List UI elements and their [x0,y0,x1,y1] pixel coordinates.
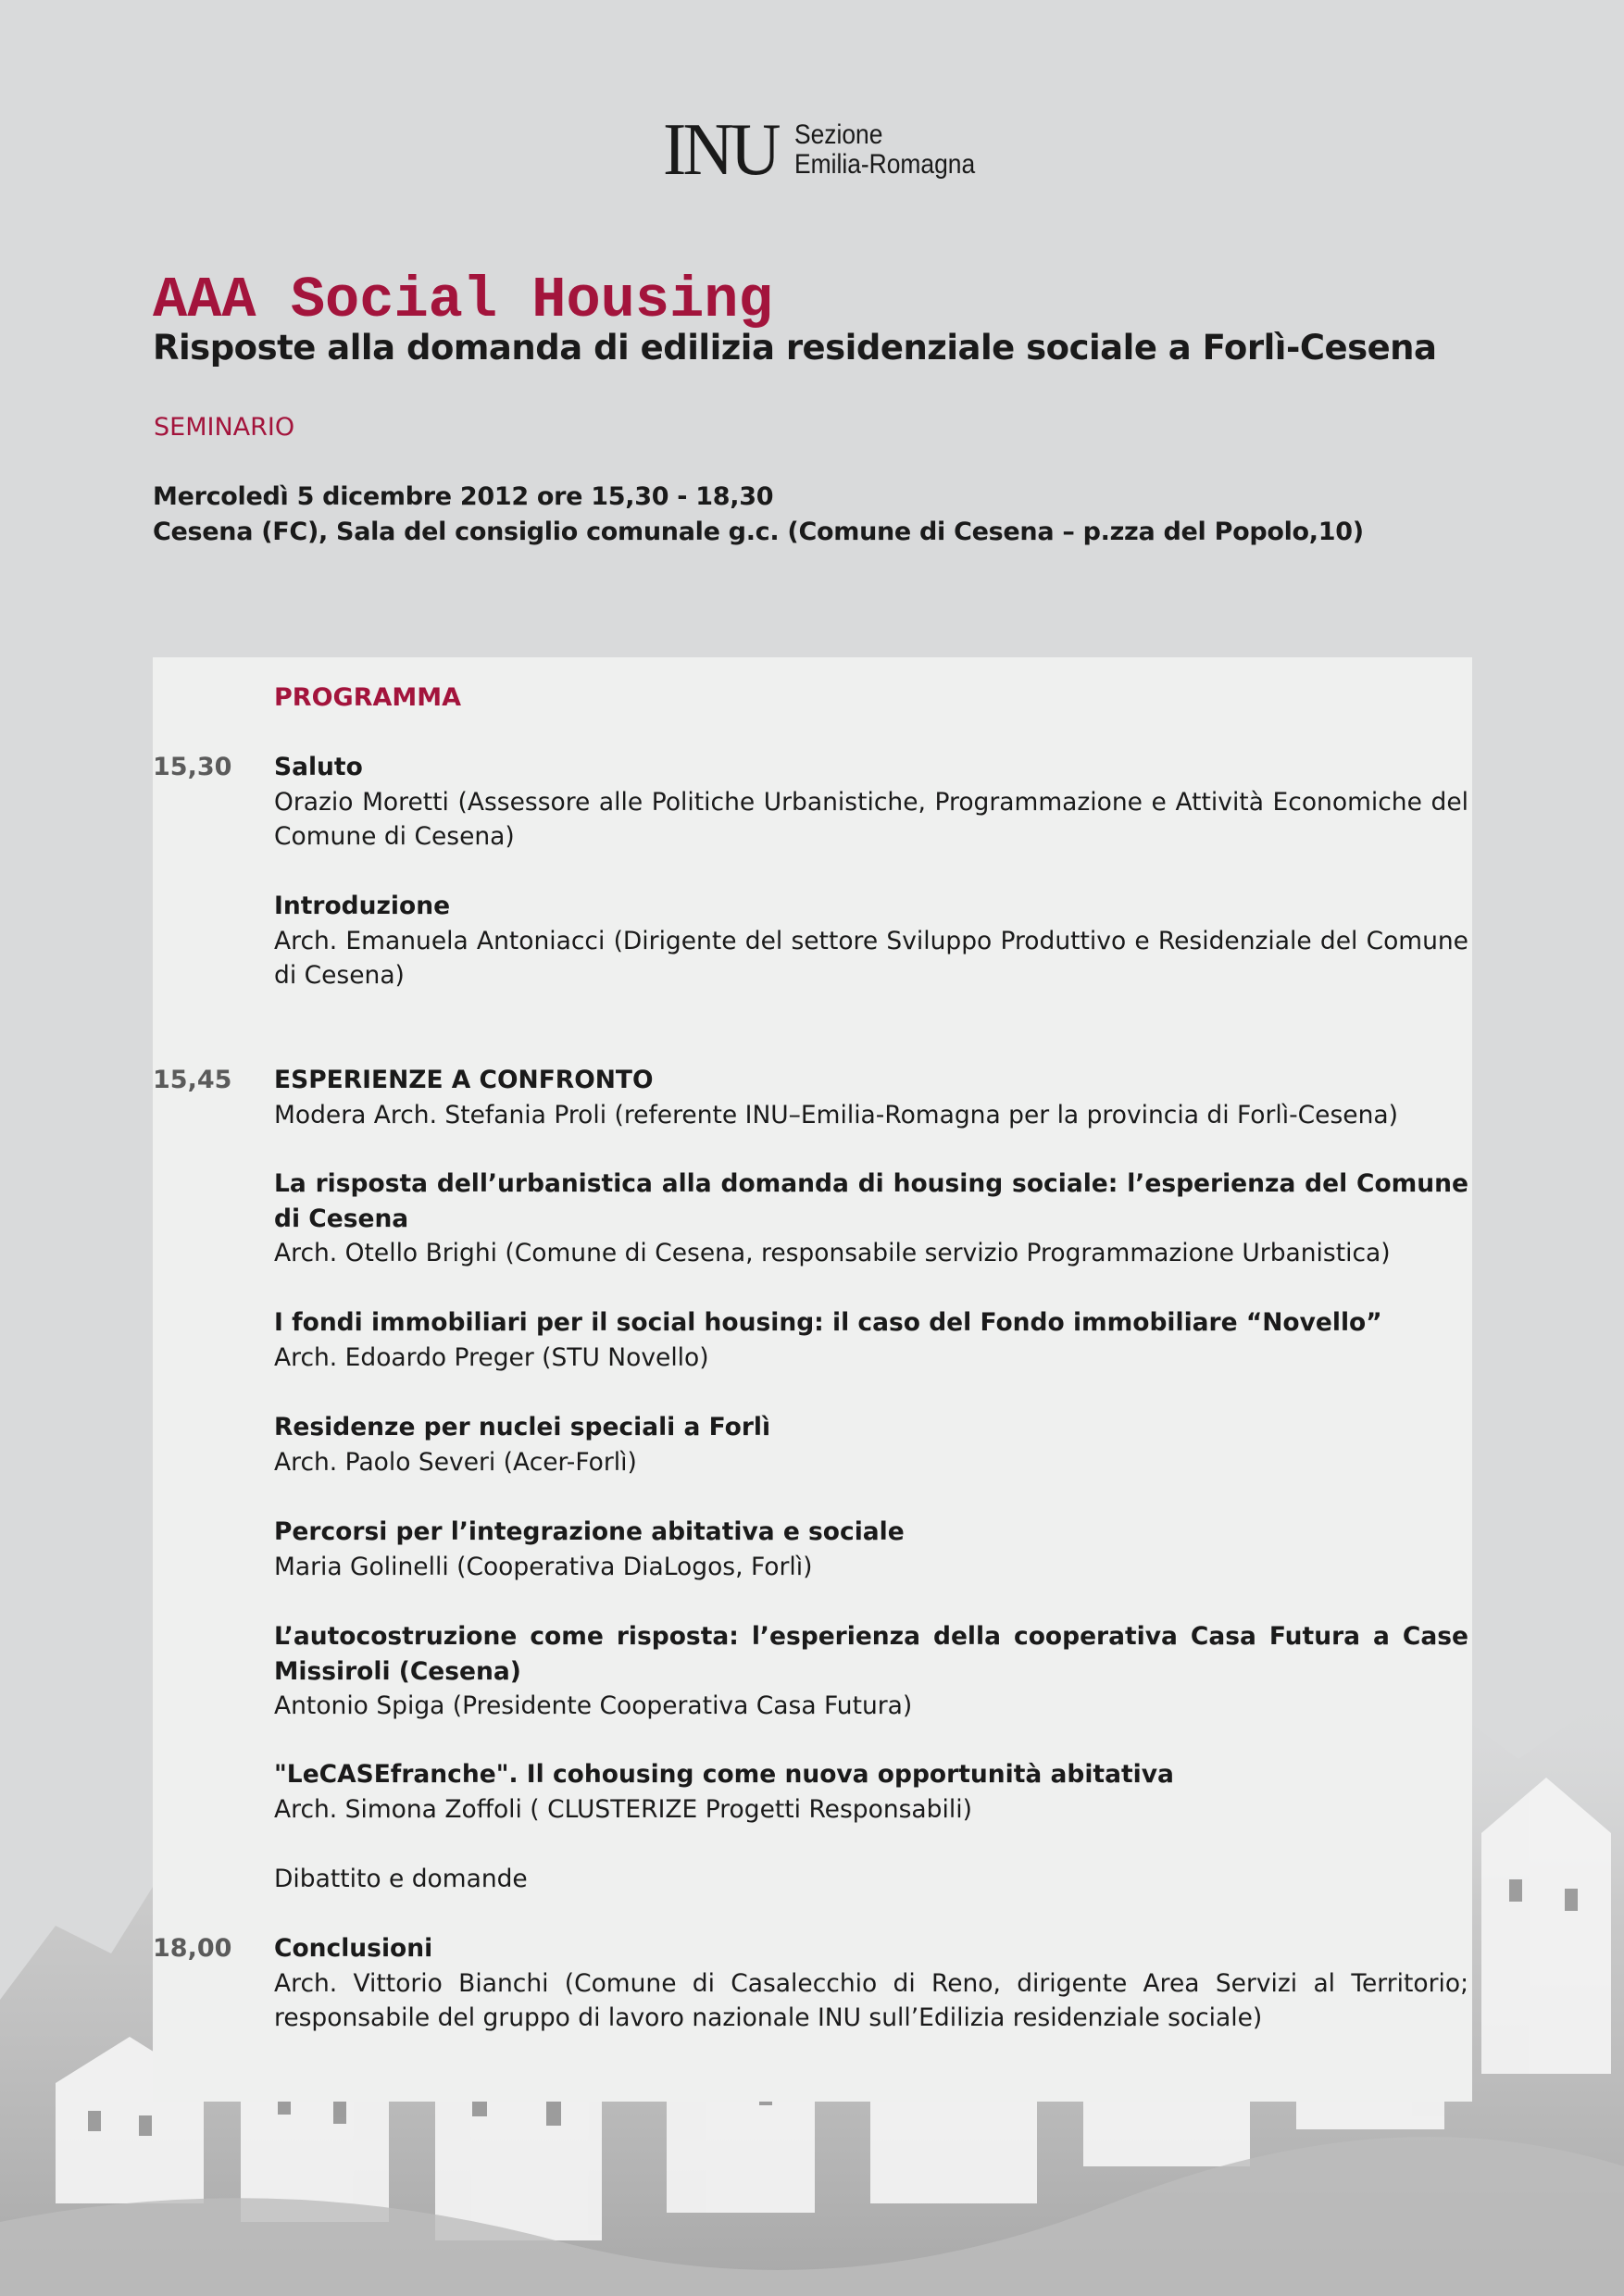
event-info [153,480,1364,550]
program-block-esperienze [274,1063,1468,1132]
event-venue: Cesena (FC), Sala del consiglio comunale g.c. (Comune di Cesena – p.zza del Popolo,10) [153,518,1364,546]
item-title: La risposta dell’urbanistica alla domanda di housing sociale: l’esperienza del Comune di Cesena [274,1169,1468,1233]
item-title: I fondi immobiliari per il social housing: il caso del Fondo immobiliare “Novello” [274,1308,1382,1337]
item-title: "LeCASEfranche". Il cohousing come nuova opportunità abitativa [274,1760,1174,1789]
item-speaker: Modera Arch. Stefania Proli (referente INU–Emilia-Romagna per la provincia di Forlì-Cesena) [274,1100,1398,1129]
program-block-talk-1 [274,1167,1468,1271]
item-speaker: Arch. Paolo Severi (Acer-Forlì) [274,1447,637,1477]
time-label: 15,45 [153,1066,232,1094]
item-speaker: Arch. Otello Brighi (Comune di Cesena, responsabile servizio Programmazione Urbanistica) [274,1239,1391,1267]
item-title: L’autocostruzione come risposta: l’esperienza della cooperativa Casa Futura a Case Missiroli (Cesena) [274,1622,1468,1686]
item-speaker: Maria Golinelli (Cooperativa DiaLogos, Forlì) [274,1552,813,1581]
item-speaker: Antonio Spiga (Presidente Cooperativa Casa Futura) [274,1691,913,1720]
item-speaker: Orazio Moretti (Assessore alle Politiche Urbanistiche, Programmazione e Attività Economiche del Comune di Cesena) [274,787,1468,851]
item-speaker: Arch. Emanuela Antoniacci (Dirigente del settore Sviluppo Produttivo e Residenziale del Comune di Cesena) [274,926,1468,990]
program-block-introduzione [274,889,1468,993]
program-block-talk-5 [274,1619,1468,1724]
item-title: Saluto [274,753,363,781]
program-heading: PROGRAMMA [274,683,462,712]
program-block-talk-6 [274,1757,1468,1827]
time-label: 15,30 [153,753,232,781]
program-block-saluto [274,750,1468,855]
event-date: Mercoledì 5 dicembre 2012 ore 15,30 - 18,30 [153,482,774,511]
inu-logo [663,109,1000,191]
program-block-conclusioni [274,1931,1468,2036]
item-title: Conclusioni [274,1934,433,1963]
item-title: Introduzione [274,892,451,920]
item-speaker: Arch. Vittorio Bianchi (Comune di Casalecchio di Reno, dirigente Area Servizi al Territorio; responsabile del gruppo di lavoro nazionale INU sull’Edilizia residenziale sociale) [274,1968,1468,2032]
program-block-talk-3 [274,1410,1468,1479]
event-type: SEMINARIO [154,413,295,442]
item-speaker: Arch. Simona Zoffoli ( CLUSTERIZE Progetti Responsabili) [274,1794,972,1824]
logo-mark: INU [663,109,778,191]
page-title: AAA Social Housing [153,268,773,333]
logo-subtitle [794,120,975,180]
logo-line-1: Sezione [794,119,883,150]
item-title: Residenze per nuclei speciali a Forlì [274,1413,771,1441]
program-block-talk-4 [274,1515,1468,1584]
item-title: ESPERIENZE A CONFRONTO [274,1066,654,1094]
page-subtitle: Risposte alla domanda di edilizia residenziale sociale a Forlì-Cesena [153,328,1437,368]
time-label: 18,00 [153,1934,232,1963]
program-block-talk-2 [274,1305,1468,1375]
item-title: Percorsi per l’integrazione abitativa e sociale [274,1517,905,1546]
logo-line-2: Emilia-Romagna [794,149,976,180]
program-debate: Dibattito e domande [274,1865,528,1893]
item-speaker: Arch. Edoardo Preger (STU Novello) [274,1342,709,1372]
